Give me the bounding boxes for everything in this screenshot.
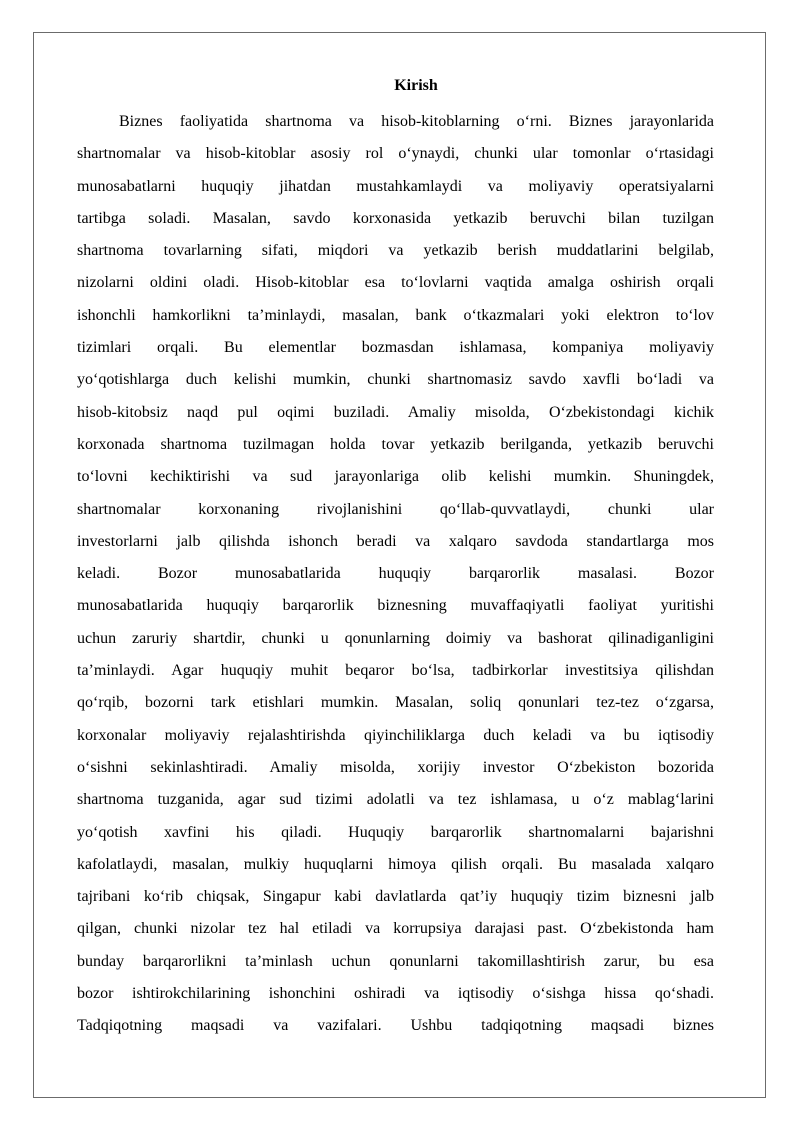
text-line: bozor ishtirokchilarining ishonchini oshiradi va iqtisodiy o‘sishga hissa qo‘shadi. xyxy=(77,985,714,1003)
text-line: tizimlari orqali. Bu elementlar bozmasdan ishlamasa, kompaniya moliyaviy xyxy=(77,339,714,357)
text-line: qo‘rqib, bozorni tark etishlari mumkin. Masalan, soliq qonunlari tez-tez o‘zgarsa, xyxy=(77,694,714,712)
text-line: munosabatlarida huquqiy barqarorlik biznesning muvaffaqiyatli faoliyat yuritishi xyxy=(77,597,714,615)
text-line: uchun zaruriy shartdir, chunki u qonunlarning doimiy va bashorat qilinadiganligini xyxy=(77,629,714,647)
text-line: korxonalar moliyaviy rejalashtirishda qiyinchiliklarga duch keladi va bu iqtisodiy xyxy=(77,726,714,744)
text-line: Tadqiqotning maqsadi va vazifalari. Ushbu tadqiqotning maqsadi biznes xyxy=(77,1017,714,1035)
text-line: shartnoma tovarlarning sifati, miqdori va yetkazib berish muddatlarini belgilab, xyxy=(77,242,714,260)
text-line: Biznes faoliyatida shartnoma va hisob-kitoblarning o‘rni. Biznes jarayonlarida xyxy=(119,113,714,130)
text-line: shartnomalar va hisob-kitoblar asosiy rol o‘ynaydi, chunki ular tomonlar o‘rtasidagi xyxy=(77,145,714,163)
text-line: tartibga soladi. Masalan, savdo korxonasida yetkazib beruvchi bilan tuzilgan xyxy=(77,209,714,227)
text-line: shartnomalar korxonaning rivojlanishini qo‘llab-quvvatlaydi, chunki ular xyxy=(77,500,714,518)
text-line: yo‘qotishlarga duch kelishi mumkin, chunki shartnomasiz savdo xavfli bo‘ladi va xyxy=(77,371,714,389)
text-line: qilgan, chunki nizolar tez hal etiladi va korrupsiya darajasi past. O‘zbekistonda ham xyxy=(77,920,714,938)
text-line: korxonada shartnoma tuzilmagan holda tovar yetkazib berilganda, yetkazib beruvchi xyxy=(77,435,714,453)
text-line: kafolatlaydi, masalan, mulkiy huquqlarni himoya qilish orqali. Bu masalada xalqaro xyxy=(77,855,714,873)
text-line: ishonchli hamkorlikni ta’minlaydi, masalan, bank o‘tkazmalari yoki elektron to‘lov xyxy=(77,306,714,324)
text-line: hisob-kitobsiz naqd pul oqimi buziladi. Amaliy misolda, O‘zbekistondagi kichik xyxy=(77,403,714,421)
document-title: Kirish xyxy=(394,77,438,94)
text-line: shartnoma tuzganida, agar sud tizimi adolatli va tez ishlamasa, u o‘z mablag‘larini xyxy=(77,791,714,809)
text-line: to‘lovni kechiktirishi va sud jarayonlariga olib kelishi mumkin. Shuningdek, xyxy=(77,468,714,486)
text-line: investorlarni jalb qilishda ishonch beradi va xalqaro savdoda standartlarga mos xyxy=(77,532,714,550)
text-line: keladi. Bozor munosabatlarida huquqiy barqarorlik masalasi. Bozor xyxy=(77,565,714,583)
text-line: tajribani ko‘rib chiqsak, Singapur kabi davlatlarda qat’iy huquqiy tizim biznesni jalb xyxy=(77,888,714,906)
text-line: yo‘qotish xavfini his qiladi. Huquqiy barqarorlik shartnomalarni bajarishni xyxy=(77,823,714,841)
text-line: bunday barqarorlikni ta’minlash uchun qonunlarni takomillashtirish zarur, bu esa xyxy=(77,952,714,970)
text-line: nizolarni oldini oladi. Hisob-kitoblar esa to‘lovlarni vaqtida amalga oshirish orqali xyxy=(77,274,714,292)
text-line: munosabatlarni huquqiy jihatdan mustahkamlaydi va moliyaviy operatsiyalarni xyxy=(77,177,714,195)
text-line: o‘sishni sekinlashtiradi. Amaliy misolda, xorijiy investor O‘zbekiston bozorida xyxy=(77,758,714,776)
text-line: ta’minlaydi. Agar huquqiy muhit beqaror bo‘lsa, tadbirkorlar investitsiya qilishdan xyxy=(77,662,714,680)
body-text xyxy=(77,106,714,1043)
